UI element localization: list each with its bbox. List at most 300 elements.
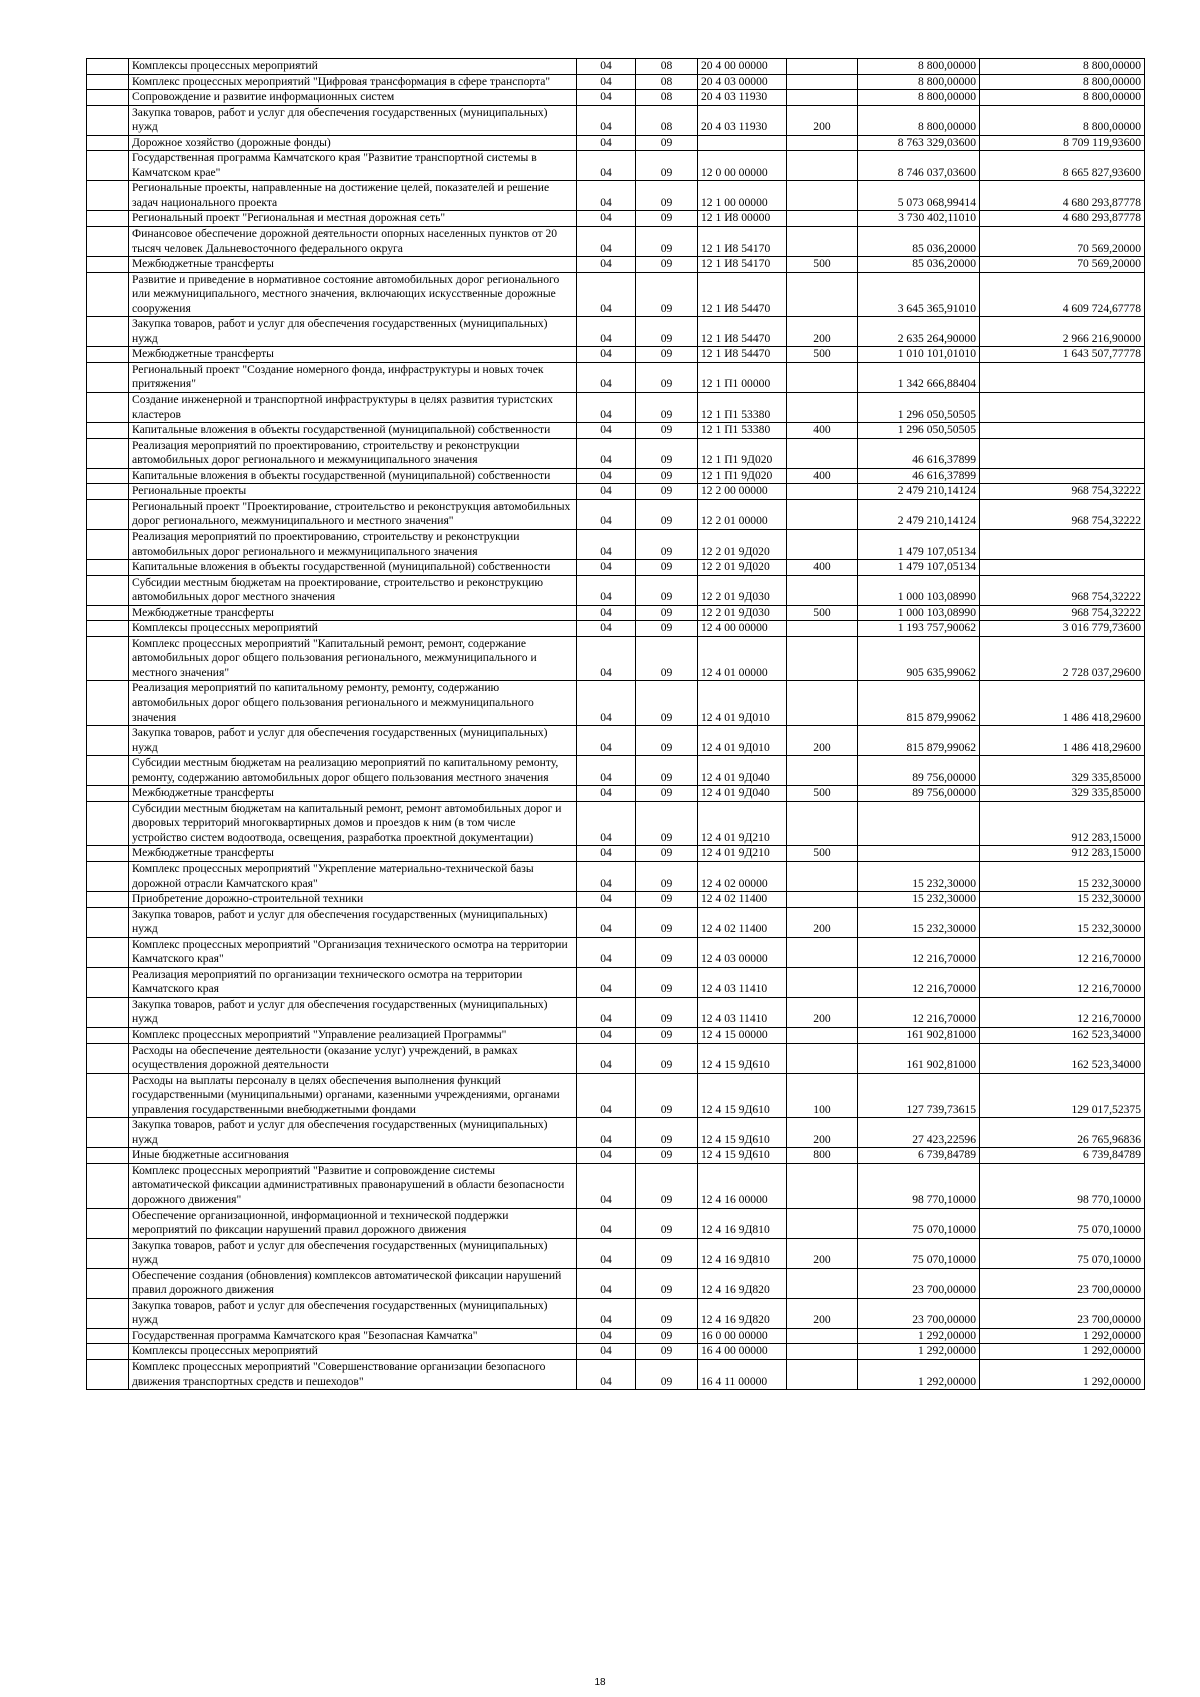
table-row — [87, 362, 1145, 392]
subsection-code: 09 — [636, 1043, 698, 1073]
table-row — [87, 438, 1145, 468]
expense-type-code — [787, 1043, 858, 1073]
amount-year-2: 12 216,70000 — [980, 997, 1145, 1027]
subsection-code: 09 — [636, 997, 698, 1027]
item-name: Комплекс процессных мероприятий "Развитие и сопровождение системы автоматической фиксации административных правонарушений в области безопасности дорожного движения" — [129, 1163, 577, 1208]
expense-type-code — [787, 90, 858, 106]
subsection-code: 09 — [636, 726, 698, 756]
section-code: 04 — [577, 317, 636, 347]
subsection-code: 09 — [636, 1073, 698, 1118]
target-article-code: 12 1 И8 00000 — [698, 211, 787, 227]
target-article-code: 12 1 П1 9Д020 — [698, 468, 787, 484]
section-code: 04 — [577, 1268, 636, 1298]
budget-table-body — [87, 59, 1145, 1390]
amount-year-2: 8 800,00000 — [980, 74, 1145, 90]
amount-year-1: 15 232,30000 — [858, 892, 980, 908]
item-name: Субсидии местным бюджетам на проектирование, строительство и реконструкцию автомобильных дорог местного значения — [129, 575, 577, 605]
item-name: Финансовое обеспечение дорожной деятельности опорных населенных пунктов от 20 тысяч человек Дальневосточного федерального округа — [129, 227, 577, 257]
target-article-code: 20 4 00 00000 — [698, 59, 787, 75]
table-row — [87, 997, 1145, 1027]
target-article-code: 12 1 И8 54470 — [698, 347, 787, 363]
item-name: Создание инженерной и транспортной инфраструктуры в целях развития туристских кластеров — [129, 393, 577, 423]
target-article-code: 12 1 И8 54470 — [698, 317, 787, 347]
item-name: Региональный проект "Создание номерного фонда, инфраструктуры и новых точек притяжения" — [129, 362, 577, 392]
subsection-code: 09 — [636, 1208, 698, 1238]
row-number-cell — [87, 74, 129, 90]
subsection-code: 09 — [636, 621, 698, 637]
subsection-code: 09 — [636, 347, 698, 363]
row-number-cell — [87, 317, 129, 347]
amount-year-1: 15 232,30000 — [858, 907, 980, 937]
expense-type-code — [787, 937, 858, 967]
expense-type-code: 100 — [787, 1073, 858, 1118]
row-number-cell — [87, 621, 129, 637]
item-name: Закупка товаров, работ и услуг для обеспечения государственных (муниципальных) нужд — [129, 997, 577, 1027]
row-number-cell — [87, 227, 129, 257]
subsection-code: 08 — [636, 90, 698, 106]
row-number-cell — [87, 560, 129, 576]
item-name: Реализация мероприятий по проектированию, строительству и реконструкции автомобильных дорог регионального и межмуниципального значения — [129, 438, 577, 468]
subsection-code: 09 — [636, 1028, 698, 1044]
table-row — [87, 967, 1145, 997]
table-row — [87, 529, 1145, 559]
row-number-cell — [87, 1238, 129, 1268]
section-code: 04 — [577, 484, 636, 500]
target-article-code: 12 4 16 9Д810 — [698, 1208, 787, 1238]
table-row — [87, 605, 1145, 621]
expense-type-code — [787, 756, 858, 786]
amount-year-2 — [980, 362, 1145, 392]
row-number-cell — [87, 362, 129, 392]
subsection-code: 09 — [636, 1118, 698, 1148]
target-article-code: 12 4 01 9Д010 — [698, 681, 787, 726]
expense-type-code — [787, 362, 858, 392]
section-code: 04 — [577, 967, 636, 997]
amount-year-1: 5 073 068,99414 — [858, 181, 980, 211]
table-row — [87, 621, 1145, 637]
section-code: 04 — [577, 211, 636, 227]
amount-year-2: 968 754,32222 — [980, 605, 1145, 621]
section-code: 04 — [577, 846, 636, 862]
target-article-code: 12 1 И8 54170 — [698, 257, 787, 273]
target-article-code: 12 4 15 9Д610 — [698, 1043, 787, 1073]
section-code: 04 — [577, 74, 636, 90]
expense-type-code — [787, 621, 858, 637]
item-name: Расходы на выплаты персоналу в целях обеспечения выполнения функций государственными (муниципальными) органами, казенными учреждениями, органами управления государственными внебюджетными фондами — [129, 1073, 577, 1118]
subsection-code: 09 — [636, 1360, 698, 1390]
table-row — [87, 907, 1145, 937]
subsection-code: 09 — [636, 362, 698, 392]
table-row — [87, 181, 1145, 211]
target-article-code: 16 4 11 00000 — [698, 1360, 787, 1390]
row-number-cell — [87, 135, 129, 151]
amount-year-2: 912 283,15000 — [980, 846, 1145, 862]
amount-year-2: 75 070,10000 — [980, 1238, 1145, 1268]
table-row — [87, 801, 1145, 846]
section-code: 04 — [577, 1028, 636, 1044]
amount-year-1: 85 036,20000 — [858, 257, 980, 273]
item-name: Межбюджетные трансферты — [129, 846, 577, 862]
amount-year-2: 968 754,32222 — [980, 484, 1145, 500]
target-article-code: 12 1 П1 53380 — [698, 423, 787, 439]
amount-year-1: 1 479 107,05134 — [858, 560, 980, 576]
section-code: 04 — [577, 937, 636, 967]
amount-year-1: 12 216,70000 — [858, 937, 980, 967]
subsection-code: 09 — [636, 484, 698, 500]
expense-type-code — [787, 59, 858, 75]
table-row — [87, 423, 1145, 439]
item-name: Комплекс процессных мероприятий "Укрепление материально-технической базы дорожной отрасли Камчатского края" — [129, 861, 577, 891]
table-row — [87, 1238, 1145, 1268]
expense-type-code: 200 — [787, 317, 858, 347]
expense-type-code: 500 — [787, 257, 858, 273]
target-article-code: 12 2 00 00000 — [698, 484, 787, 500]
amount-year-2: 23 700,00000 — [980, 1298, 1145, 1328]
amount-year-1: 1 296 050,50505 — [858, 423, 980, 439]
amount-year-1: 161 902,81000 — [858, 1028, 980, 1044]
subsection-code: 09 — [636, 211, 698, 227]
subsection-code: 09 — [636, 529, 698, 559]
amount-year-1: 127 739,73615 — [858, 1073, 980, 1118]
subsection-code: 08 — [636, 59, 698, 75]
table-row — [87, 681, 1145, 726]
budget-table-container — [86, 58, 1144, 1390]
section-code: 04 — [577, 257, 636, 273]
subsection-code: 09 — [636, 681, 698, 726]
expense-type-code — [787, 1163, 858, 1208]
table-row — [87, 1163, 1145, 1208]
amount-year-1: 8 746 037,03600 — [858, 151, 980, 181]
amount-year-2: 70 569,20000 — [980, 257, 1145, 273]
target-article-code: 12 4 15 9Д610 — [698, 1073, 787, 1118]
row-number-cell — [87, 636, 129, 681]
table-row — [87, 59, 1145, 75]
table-row — [87, 786, 1145, 802]
table-row — [87, 892, 1145, 908]
target-article-code: 12 1 П1 9Д020 — [698, 438, 787, 468]
row-number-cell — [87, 861, 129, 891]
section-code: 04 — [577, 1163, 636, 1208]
amount-year-1: 1 292,00000 — [858, 1360, 980, 1390]
subsection-code: 09 — [636, 967, 698, 997]
expense-type-code — [787, 1028, 858, 1044]
expense-type-code: 200 — [787, 997, 858, 1027]
amount-year-1: 2 479 210,14124 — [858, 499, 980, 529]
expense-type-code — [787, 892, 858, 908]
expense-type-code — [787, 967, 858, 997]
table-row — [87, 211, 1145, 227]
expense-type-code — [787, 135, 858, 151]
row-number-cell — [87, 181, 129, 211]
expense-type-code — [787, 1208, 858, 1238]
amount-year-2: 4 680 293,87778 — [980, 181, 1145, 211]
amount-year-2: 329 335,85000 — [980, 756, 1145, 786]
amount-year-2: 75 070,10000 — [980, 1208, 1145, 1238]
amount-year-2: 912 283,15000 — [980, 801, 1145, 846]
table-row — [87, 861, 1145, 891]
expense-type-code: 200 — [787, 1118, 858, 1148]
section-code: 04 — [577, 438, 636, 468]
amount-year-2: 129 017,52375 — [980, 1073, 1145, 1118]
row-number-cell — [87, 499, 129, 529]
target-article-code: 12 4 01 9Д010 — [698, 726, 787, 756]
subsection-code: 09 — [636, 423, 698, 439]
item-name: Субсидии местным бюджетам на реализацию мероприятий по капитальному ремонту, ремонту, содержанию автомобильных дорог общего пользования местного значения — [129, 756, 577, 786]
amount-year-2: 8 709 119,93600 — [980, 135, 1145, 151]
amount-year-2: 1 486 418,29600 — [980, 681, 1145, 726]
expense-type-code — [787, 151, 858, 181]
item-name: Обеспечение организационной, информационной и технической поддержки мероприятий по фиксации нарушений правил дорожного движения — [129, 1208, 577, 1238]
amount-year-2: 968 754,32222 — [980, 575, 1145, 605]
amount-year-2 — [980, 423, 1145, 439]
amount-year-2: 15 232,30000 — [980, 892, 1145, 908]
row-number-cell — [87, 1208, 129, 1238]
target-article-code: 12 4 15 00000 — [698, 1028, 787, 1044]
table-row — [87, 74, 1145, 90]
row-number-cell — [87, 892, 129, 908]
amount-year-1: 12 216,70000 — [858, 967, 980, 997]
subsection-code: 09 — [636, 892, 698, 908]
row-number-cell — [87, 272, 129, 317]
expense-type-code: 200 — [787, 1238, 858, 1268]
amount-year-2: 8 665 827,93600 — [980, 151, 1145, 181]
target-article-code: 20 4 03 00000 — [698, 74, 787, 90]
target-article-code: 12 1 П1 00000 — [698, 362, 787, 392]
target-article-code: 12 4 16 9Д810 — [698, 1238, 787, 1268]
section-code: 04 — [577, 1148, 636, 1164]
subsection-code: 09 — [636, 1328, 698, 1344]
item-name: Закупка товаров, работ и услуг для обеспечения государственных (муниципальных) нужд — [129, 1298, 577, 1328]
subsection-code: 09 — [636, 801, 698, 846]
expense-type-code: 500 — [787, 846, 858, 862]
item-name: Реализация мероприятий по проектированию, строительству и реконструкции автомобильных дорог регионального и межмуниципального значения — [129, 529, 577, 559]
amount-year-1 — [858, 801, 980, 846]
target-article-code: 12 1 П1 53380 — [698, 393, 787, 423]
row-number-cell — [87, 393, 129, 423]
target-article-code: 20 4 03 11930 — [698, 90, 787, 106]
amount-year-1: 1 479 107,05134 — [858, 529, 980, 559]
item-name: Закупка товаров, работ и услуг для обеспечения государственных (муниципальных) нужд — [129, 907, 577, 937]
table-row — [87, 257, 1145, 273]
expense-type-code — [787, 681, 858, 726]
table-row — [87, 846, 1145, 862]
item-name: Государственная программа Камчатского края "Развитие транспортной системы в Камчатском крае" — [129, 151, 577, 181]
item-name: Закупка товаров, работ и услуг для обеспечения государственных (муниципальных) нужд — [129, 317, 577, 347]
target-article-code: 12 4 03 11410 — [698, 967, 787, 997]
row-number-cell — [87, 151, 129, 181]
table-row — [87, 1043, 1145, 1073]
subsection-code: 09 — [636, 1268, 698, 1298]
row-number-cell — [87, 484, 129, 500]
table-row — [87, 484, 1145, 500]
item-name: Комплекс процессных мероприятий "Организация технического осмотра на территории Камчатского края" — [129, 937, 577, 967]
item-name: Государственная программа Камчатского края "Безопасная Камчатка" — [129, 1328, 577, 1344]
item-name: Комплекс процессных мероприятий "Совершенствование организации безопасного движения транспортных средств и пешеходов" — [129, 1360, 577, 1390]
expense-type-code: 500 — [787, 605, 858, 621]
section-code: 04 — [577, 135, 636, 151]
row-number-cell — [87, 1028, 129, 1044]
amount-year-1: 815 879,99062 — [858, 726, 980, 756]
target-article-code: 12 4 16 9Д820 — [698, 1268, 787, 1298]
section-code: 04 — [577, 575, 636, 605]
item-name: Реализация мероприятий по организации технического осмотра на территории Камчатского края — [129, 967, 577, 997]
amount-year-1: 8 800,00000 — [858, 90, 980, 106]
table-row — [87, 1344, 1145, 1360]
amount-year-1: 1 000 103,08990 — [858, 605, 980, 621]
row-number-cell — [87, 257, 129, 273]
amount-year-2: 2 728 037,29600 — [980, 636, 1145, 681]
expense-type-code — [787, 801, 858, 846]
amount-year-2: 2 966 216,90000 — [980, 317, 1145, 347]
amount-year-1 — [858, 846, 980, 862]
amount-year-1: 8 800,00000 — [858, 74, 980, 90]
target-article-code: 12 0 00 00000 — [698, 151, 787, 181]
expense-type-code — [787, 181, 858, 211]
amount-year-2 — [980, 529, 1145, 559]
subsection-code: 09 — [636, 560, 698, 576]
section-code: 04 — [577, 756, 636, 786]
table-row — [87, 1028, 1145, 1044]
table-row — [87, 1118, 1145, 1148]
subsection-code: 09 — [636, 393, 698, 423]
amount-year-1: 6 739,84789 — [858, 1148, 980, 1164]
row-number-cell — [87, 529, 129, 559]
row-number-cell — [87, 937, 129, 967]
amount-year-1: 75 070,10000 — [858, 1238, 980, 1268]
item-name: Иные бюджетные ассигнования — [129, 1148, 577, 1164]
target-article-code: 12 2 01 9Д020 — [698, 529, 787, 559]
target-article-code: 16 4 00 00000 — [698, 1344, 787, 1360]
section-code: 04 — [577, 1043, 636, 1073]
section-code: 04 — [577, 1298, 636, 1328]
amount-year-1: 12 216,70000 — [858, 997, 980, 1027]
section-code: 04 — [577, 423, 636, 439]
table-row — [87, 135, 1145, 151]
item-name: Межбюджетные трансферты — [129, 257, 577, 273]
item-name: Капитальные вложения в объекты государственной (муниципальной) собственности — [129, 423, 577, 439]
section-code: 04 — [577, 907, 636, 937]
section-code: 04 — [577, 1208, 636, 1238]
target-article-code: 12 4 01 9Д040 — [698, 756, 787, 786]
section-code: 04 — [577, 726, 636, 756]
row-number-cell — [87, 1043, 129, 1073]
row-number-cell — [87, 1163, 129, 1208]
table-row — [87, 636, 1145, 681]
table-row — [87, 1073, 1145, 1118]
amount-year-2: 8 800,00000 — [980, 90, 1145, 106]
subsection-code: 08 — [636, 105, 698, 135]
row-number-cell — [87, 347, 129, 363]
subsection-code: 09 — [636, 1238, 698, 1268]
row-number-cell — [87, 575, 129, 605]
subsection-code: 09 — [636, 636, 698, 681]
target-article-code: 12 4 15 9Д610 — [698, 1118, 787, 1148]
amount-year-1: 1 342 666,88404 — [858, 362, 980, 392]
item-name: Капитальные вложения в объекты государственной (муниципальной) собственности — [129, 560, 577, 576]
amount-year-2: 12 216,70000 — [980, 967, 1145, 997]
amount-year-1: 2 635 264,90000 — [858, 317, 980, 347]
section-code: 04 — [577, 1238, 636, 1268]
amount-year-2: 329 335,85000 — [980, 786, 1145, 802]
amount-year-2: 70 569,20000 — [980, 227, 1145, 257]
row-number-cell — [87, 1073, 129, 1118]
item-name: Субсидии местным бюджетам на капитальный ремонт, ремонт автомобильных дорог и дворовых территорий многоквартирных домов и проездов к ним (в том числе устройство систем водоотвода, освещения, разработка проектной документации) — [129, 801, 577, 846]
table-row — [87, 1328, 1145, 1344]
section-code: 04 — [577, 801, 636, 846]
subsection-code: 09 — [636, 1163, 698, 1208]
table-row — [87, 575, 1145, 605]
subsection-code: 09 — [636, 861, 698, 891]
item-name: Дорожное хозяйство (дорожные фонды) — [129, 135, 577, 151]
target-article-code: 12 2 01 9Д030 — [698, 575, 787, 605]
expense-type-code: 400 — [787, 423, 858, 439]
section-code: 04 — [577, 362, 636, 392]
section-code: 04 — [577, 636, 636, 681]
expense-type-code: 200 — [787, 105, 858, 135]
subsection-code: 09 — [636, 605, 698, 621]
amount-year-2: 968 754,32222 — [980, 499, 1145, 529]
item-name: Сопровождение и развитие информационных систем — [129, 90, 577, 106]
amount-year-1: 1 292,00000 — [858, 1344, 980, 1360]
item-name: Комплекс процессных мероприятий "Капитальный ремонт, ремонт, содержание автомобильных дорог общего пользования регионального, межмуниципального и местного значения" — [129, 636, 577, 681]
row-number-cell — [87, 1328, 129, 1344]
subsection-code: 09 — [636, 1148, 698, 1164]
row-number-cell — [87, 1268, 129, 1298]
amount-year-1: 1 292,00000 — [858, 1328, 980, 1344]
subsection-code: 09 — [636, 846, 698, 862]
target-article-code: 12 4 00 00000 — [698, 621, 787, 637]
section-code: 04 — [577, 499, 636, 529]
expense-type-code: 200 — [787, 726, 858, 756]
section-code: 04 — [577, 621, 636, 637]
row-number-cell — [87, 1148, 129, 1164]
table-row — [87, 151, 1145, 181]
expense-type-code — [787, 438, 858, 468]
subsection-code: 09 — [636, 181, 698, 211]
amount-year-2: 3 016 779,73600 — [980, 621, 1145, 637]
amount-year-1: 1 000 103,08990 — [858, 575, 980, 605]
table-row — [87, 560, 1145, 576]
item-name: Комплекс процессных мероприятий "Управление реализацией Программы" — [129, 1028, 577, 1044]
amount-year-2: 1 292,00000 — [980, 1344, 1145, 1360]
amount-year-2: 1 292,00000 — [980, 1360, 1145, 1390]
expense-type-code: 500 — [787, 347, 858, 363]
expense-type-code — [787, 529, 858, 559]
amount-year-2 — [980, 393, 1145, 423]
row-number-cell — [87, 438, 129, 468]
subsection-code: 08 — [636, 74, 698, 90]
item-name: Комплексы процессных мероприятий — [129, 1344, 577, 1360]
table-row — [87, 317, 1145, 347]
expense-type-code — [787, 484, 858, 500]
item-name: Закупка товаров, работ и услуг для обеспечения государственных (муниципальных) нужд — [129, 726, 577, 756]
item-name: Региональные проекты — [129, 484, 577, 500]
amount-year-2: 4 609 724,67778 — [980, 272, 1145, 317]
amount-year-2: 4 680 293,87778 — [980, 211, 1145, 227]
amount-year-1: 98 770,10000 — [858, 1163, 980, 1208]
amount-year-2: 162 523,34000 — [980, 1028, 1145, 1044]
item-name: Региональные проекты, направленные на достижение целей, показателей и решение задач национального проекта — [129, 181, 577, 211]
amount-year-1: 2 479 210,14124 — [858, 484, 980, 500]
amount-year-1: 3 730 402,11010 — [858, 211, 980, 227]
target-article-code: 12 2 01 9Д020 — [698, 560, 787, 576]
target-article-code: 12 2 01 00000 — [698, 499, 787, 529]
section-code: 04 — [577, 181, 636, 211]
table-row — [87, 468, 1145, 484]
target-article-code: 20 4 03 11930 — [698, 105, 787, 135]
table-row — [87, 499, 1145, 529]
expense-type-code — [787, 1268, 858, 1298]
